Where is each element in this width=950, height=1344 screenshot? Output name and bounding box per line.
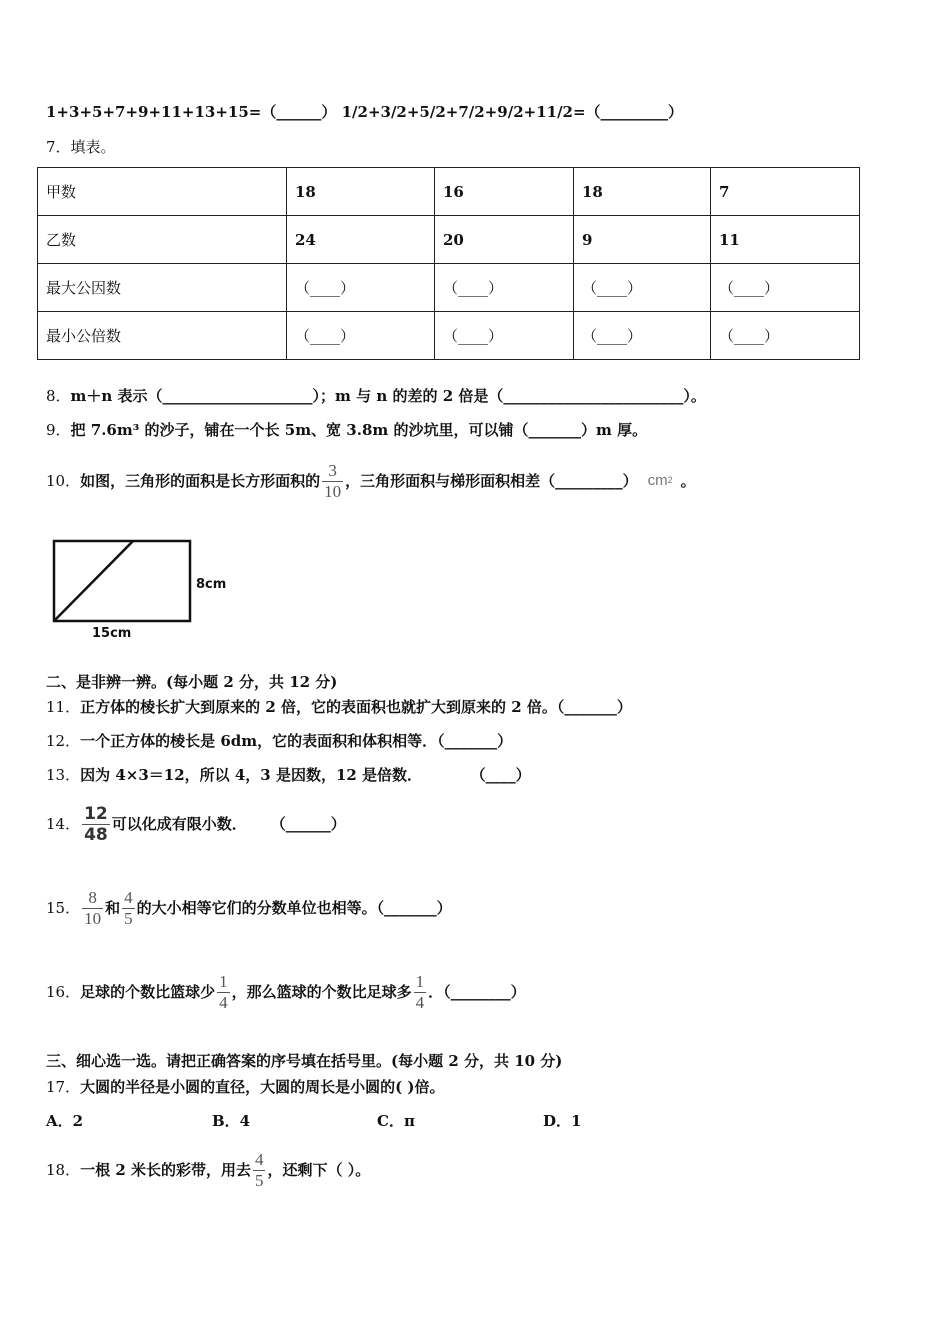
question-text: 。 [680,472,696,490]
table-row [38,168,860,216]
fraction-denominator: 5 [124,908,133,928]
answer-blank[interactable]: （____） [711,264,860,312]
fraction-numerator: 12 [84,803,108,824]
fraction-denominator: 5 [254,1170,264,1190]
fraction [253,1150,266,1191]
question-text: 可以化成有限小数． [111,815,247,833]
question-number: 9． [46,421,71,439]
answer-blank[interactable]: （____） [574,264,711,312]
question-17 [46,1077,445,1097]
table-cell: 最大公因数 [38,264,287,312]
fraction-numerator: 4 [124,887,133,907]
question-text: 足球的个数比篮球少 [80,983,216,1001]
fraction-numerator: 1 [219,971,228,991]
question-text: 把 7.6m³ 的沙子，铺在一个长 5m、宽 3.8m 的沙坑里，可以铺（_______）m 厚。 [70,421,648,439]
q7-fill-table [37,167,860,360]
rectangle-figure [40,530,240,645]
question-number: 15． [46,899,81,917]
question-text: m＋n 表示（____________________）；m 与 n 的差的 2 倍是（________________________）。 [70,387,706,405]
question-number: 18． [46,1161,81,1179]
height-label: 8cm [196,577,227,592]
question-9 [46,420,647,440]
answer-blank[interactable]: （____） [478,766,531,784]
question-text: 因为 4×3＝12，所以 4，3 是因数，12 是倍数． [80,766,423,784]
section-2-title: 二、是非辨一辨。(每小题 2 分，共 12 分) [46,673,338,691]
fraction [82,804,110,845]
table-cell: 16 [435,168,574,216]
table-cell: 最小公倍数 [38,312,287,360]
fraction-numerator: 3 [328,460,337,480]
table-cell: 20 [435,216,574,264]
fraction [414,972,427,1013]
q17-option-d[interactable]: D．1 [543,1112,582,1130]
q17-option-b[interactable]: B．4 [212,1112,251,1130]
fraction [122,888,135,929]
question-text: 大圆的半径是小圆的直径，大圆的周长是小圆的( )倍。 [80,1078,445,1096]
answer-blank[interactable]: （____） [711,312,860,360]
question-number: 11． [46,698,81,716]
fraction-denominator: 10 [84,908,102,928]
question-text: ，还剩下（ ）。 [267,1161,371,1179]
table-cell: 24 [287,216,435,264]
question-number: 13． [46,766,81,784]
table-row [38,264,860,312]
question-text: 和 [105,899,121,917]
question-text: ，那么篮球的个数比足球多 [231,983,412,1001]
question-12 [46,731,512,751]
q17-option-c[interactable]: C．π [377,1112,415,1130]
table-cell: 18 [287,168,435,216]
q6-expr1: 1+3+5+7+9+11+13+15=（______） [46,103,337,121]
question-14 [46,800,346,848]
answer-blank[interactable]: （____） [287,264,435,312]
question-text: 的大小相等它们的分数单位也相等。（_______） [136,899,452,917]
fraction [82,888,103,929]
answer-blank[interactable]: （____） [574,312,711,360]
table-row [38,216,860,264]
answer-blank[interactable]: （______） [270,815,346,833]
table-cell: 9 [574,216,711,264]
fraction-numerator: 1 [415,971,425,991]
table-cell: 11 [711,216,860,264]
table-row [38,312,860,360]
width-label: 15cm [92,626,132,641]
section-3-title: 三、细心选一选。请把正确答案的序号填在括号里。(每小题 2 分，共 10 分) [46,1052,563,1070]
q6-expression-line [46,102,683,122]
table-cell: 甲数 [38,168,287,216]
answer-blank[interactable]: （____） [287,312,435,360]
question-18 [46,1145,370,1195]
fraction-denominator: 4 [219,992,228,1012]
question-text: 一根 2 米长的彩带，用去 [80,1161,251,1179]
question-number: 10． [46,472,81,490]
question-text: 如图，三角形的面积是长方形面积的 [80,472,321,490]
question-11 [46,697,632,717]
question-15 [46,883,452,933]
q17-option-a[interactable]: A．2 [46,1112,84,1130]
question-number: 16． [46,983,81,1001]
question-16 [46,967,526,1017]
question-8 [46,386,706,406]
fraction [322,461,343,502]
fraction-numerator: 4 [254,1149,264,1169]
question-10 [46,456,696,506]
table-cell: 18 [574,168,711,216]
question-13 [46,765,531,785]
fraction-denominator: 48 [84,824,108,845]
question-number: 8． [46,387,71,405]
fraction-denominator: 10 [324,481,342,501]
q7-label: 7．填表。 [46,138,116,156]
table-cell: 7 [711,168,860,216]
answer-blank[interactable]: （____） [435,264,574,312]
q6-expr2: 1/2+3/2+5/2+7/2+9/2+11/2=（_________） [341,103,684,121]
fraction-denominator: 4 [415,992,425,1012]
fraction [217,972,230,1013]
question-text: 正方体的棱长扩大到原来的 2 倍，它的表面积也就扩大到原来的 2 倍。（_______） [80,698,632,716]
question-number: 17． [46,1078,81,1096]
table-cell: 乙数 [38,216,287,264]
answer-blank[interactable]: （____） [435,312,574,360]
fraction-numerator: 8 [88,887,97,907]
question-number: 14． [46,815,81,833]
question-text: ，三角形面积与梯形面积相差（_________） [345,472,638,490]
unit: cm [647,472,668,489]
question-text: ．（________） [428,983,526,1001]
question-number: 12． [46,732,81,750]
unit-exponent: 2 [667,475,673,485]
diagonal-line [54,541,133,621]
question-text: 一个正方体的棱长是 6dm，它的表面积和体积相等．（_______） [80,732,513,750]
